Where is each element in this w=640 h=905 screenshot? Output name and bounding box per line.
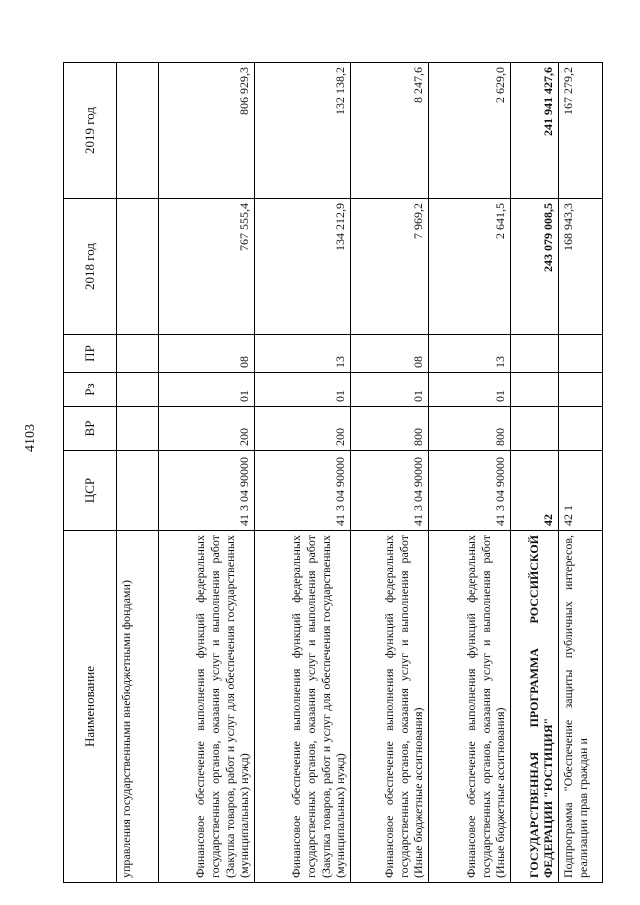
row-vr: 200 [255,407,351,451]
row-rz: 01 [351,373,429,407]
table-header-row [64,63,117,883]
rotated-table-container [63,63,601,883]
page-number: 4103 [23,424,38,452]
row-csr: 42 [511,451,559,531]
row-csr: 41 3 04 90000 [429,451,511,531]
header-pr: ПР [64,335,117,373]
row-pr: 08 [159,335,255,373]
row-vr [117,407,159,451]
row-name: Финансовое обеспечение выполнения функций федеральных государственных органов, оказания услуг и выполнения работ (Иные бюджетные ассигнования) [351,531,429,883]
row-rz: 01 [429,373,511,407]
row-2019: 2 629,0 [429,63,511,199]
row-2018: 168 943,3 [559,199,603,335]
row-csr: 42 1 [559,451,603,531]
table-row [351,63,429,883]
row-name: ГОСУДАРСТВЕННАЯ ПРОГРАММА РОССИЙСКОЙ ФЕДЕРАЦИИ "ЮСТИЦИЯ" [511,531,559,883]
row-vr: 800 [429,407,511,451]
row-vr [511,407,559,451]
row-name: Финансовое обеспечение выполнения функций федеральных государственных органов, оказания услуг и выполнения работ (Иные бюджетные ассигнования) [429,531,511,883]
table-row [511,63,559,883]
header-2019: 2019 год [64,63,117,199]
row-2019: 806 929,3 [159,63,255,199]
row-name: Подпрограмма "Обеспечение защиты публичных интересов, реализации прав граждан и [559,531,603,883]
row-pr [117,335,159,373]
table-row [559,63,603,883]
row-vr: 800 [351,407,429,451]
header-rz: Рз [64,373,117,407]
row-2019: 167 279,2 [559,63,603,199]
header-2018: 2018 год [64,199,117,335]
row-pr: 08 [351,335,429,373]
row-csr [117,451,159,531]
row-pr [559,335,603,373]
row-csr: 41 3 04 90000 [351,451,429,531]
row-pr: 13 [255,335,351,373]
row-csr: 41 3 04 90000 [255,451,351,531]
row-2018: 7 969,2 [351,199,429,335]
budget-table [63,62,603,883]
row-rz [511,373,559,407]
row-rz [559,373,603,407]
row-name: Финансовое обеспечение выполнения функций федеральных государственных органов, оказания услуг и выполнения работ (Закупка товаров, работ и услуг для обеспечения государственных (муниципальных) нужд) [255,531,351,883]
table-row [429,63,511,883]
table-row [255,63,351,883]
table-row [117,63,159,883]
header-csr: ЦСР [64,451,117,531]
row-pr: 13 [429,335,511,373]
table-row [159,63,255,883]
row-2018: 2 641,5 [429,199,511,335]
row-csr: 41 3 04 90000 [159,451,255,531]
row-2018: 134 212,9 [255,199,351,335]
row-vr [559,407,603,451]
row-name: управления государственными внебюджетными фондами) [117,531,159,883]
row-vr: 200 [159,407,255,451]
row-rz [117,373,159,407]
row-2019: 8 247,6 [351,63,429,199]
row-pr [511,335,559,373]
header-vr: ВР [64,407,117,451]
row-2019: 132 138,2 [255,63,351,199]
row-2019: 241 941 427,6 [511,63,559,199]
row-rz: 01 [255,373,351,407]
row-2018 [117,199,159,335]
row-rz: 01 [159,373,255,407]
row-2018: 243 079 008,5 [511,199,559,335]
row-2019 [117,63,159,199]
row-name: Финансовое обеспечение выполнения функций федеральных государственных органов, оказания услуг и выполнения работ (Закупка товаров, работ и услуг для обеспечения государственных (муниципальных) нужд) [159,531,255,883]
header-name: Наименование [64,531,117,883]
row-2018: 767 555,4 [159,199,255,335]
